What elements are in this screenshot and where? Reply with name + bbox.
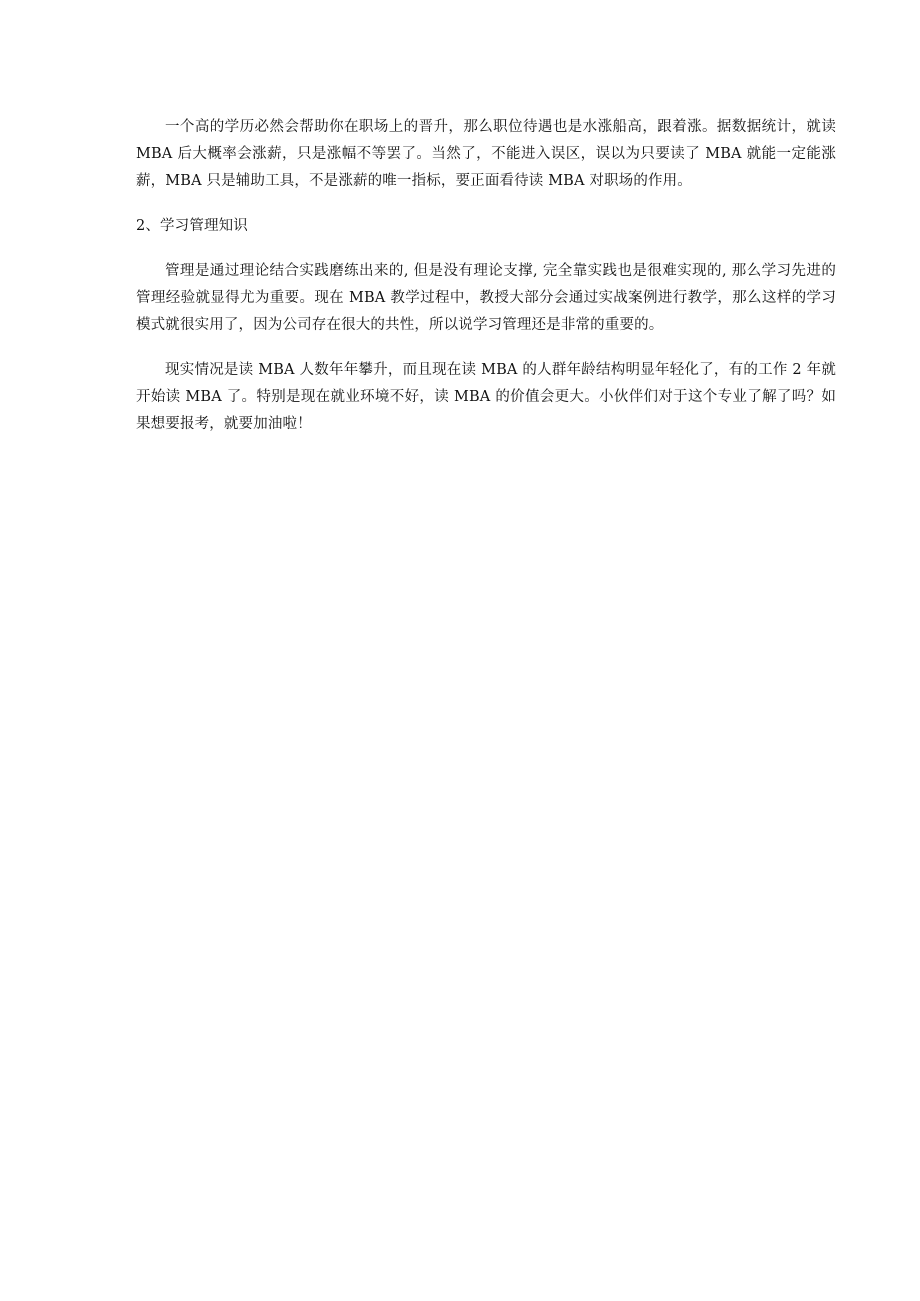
paragraph-salary: 一个高的学历必然会帮助你在职场上的晋升，那么职位待遇也是水涨船高，跟着涨。据数据统计，就读 MBA 后大概率会涨薪，只是涨幅不等罢了。当然了，不能进入误区，误以为只要读了 MBA 就能一定能涨薪，MBA 只是辅助工具，不是涨薪的唯一指标，要正面看待读 MBA 对职场的作用。 — [136, 119, 836, 189]
document-body — [136, 114, 836, 456]
paragraph-conclusion: 现实情况是读 MBA 人数年年攀升，而且现在读 MBA 的人群年龄结构明显年轻化了，有的工作 2 年就开始读 MBA 了。特别是现在就业环境不好，读 MBA 的价值会更大。小伙伴们对于这个专业了解了吗？如果想要报考，就要加油啦！ — [136, 362, 836, 432]
paragraph-management: 管理是通过理论结合实践磨练出来的, 但是没有理论支撑, 完全靠实践也是很难实现的, 那么学习先进的管理经验就显得尤为重要。现在 MBA 教学过程中，教授大部分会通过实战案例进行教学，那么这样的学习模式就很实用了，因为公司存在很大的共性，所以说学习管理还是非常的重要的。 — [136, 263, 836, 333]
section-heading-management: 2、学习管理知识 — [136, 218, 248, 234]
